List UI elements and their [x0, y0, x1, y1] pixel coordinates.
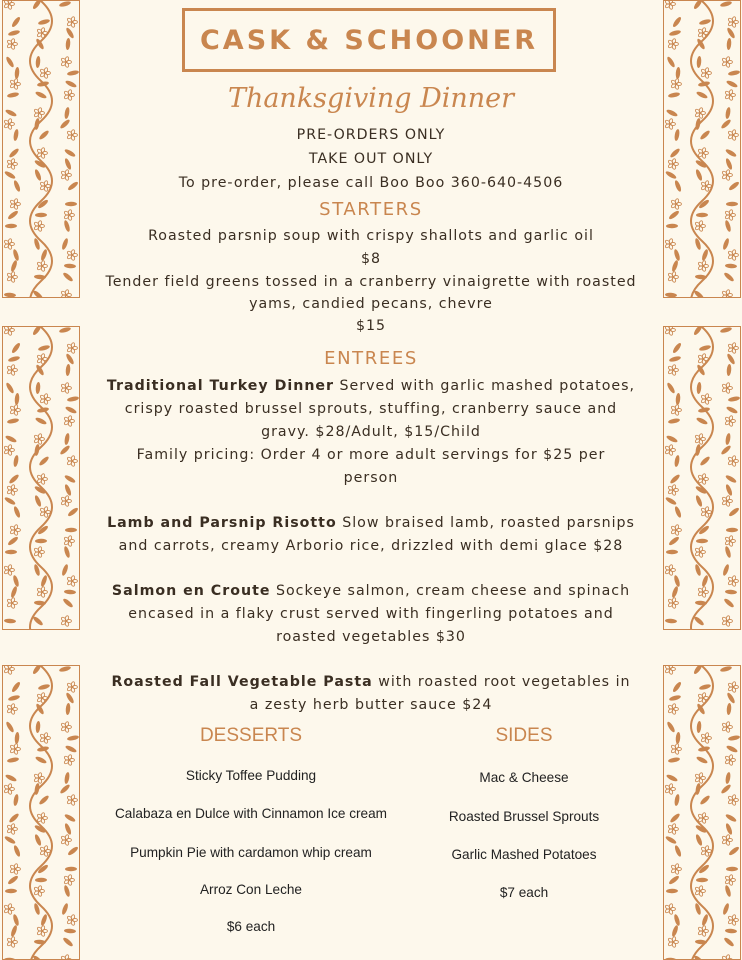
entree-turkey-family1: Family pricing: Order 4 or more adult servings for $25 per: [136, 447, 606, 463]
floral-border-right-middle: [663, 326, 741, 630]
dessert-item-3: Pumpkin Pie with cardamon whip cream: [130, 845, 372, 860]
entree-pasta-name: Roasted Fall Vegetable Pasta: [111, 674, 373, 690]
entree-pasta-desc: with roasted root vegetables in: [372, 674, 631, 690]
floral-border-left-top: [2, 0, 80, 298]
starters-heading: STARTERS: [319, 199, 423, 220]
menu-title: Thanksgiving Dinner: [227, 83, 515, 114]
entrees-heading: ENTREES: [324, 348, 418, 369]
side-price: $7 each: [499, 885, 549, 900]
entree-turkey-line2: crispy roasted brussel sprouts, stuffing, cranberry sauce and: [124, 401, 618, 417]
entree-turkey-family2: person: [343, 470, 399, 486]
note-phone: To pre-order, please call Boo Boo 360-640-4506: [178, 175, 564, 191]
entree-turkey-name: Traditional Turkey Dinner: [106, 378, 335, 394]
desserts-heading: DESSERTS: [199, 725, 303, 746]
entree-salmon-line2: encased in a flaky crust served with fingerling potatoes and: [128, 606, 614, 622]
entree-turkey-line3: gravy. $28/Adult, $15/Child: [261, 424, 481, 440]
entree-salmon-name: Salmon en Croute: [111, 583, 271, 599]
dessert-item-4: Arroz Con Leche: [199, 882, 302, 897]
floral-border-left-bottom: [2, 665, 80, 960]
side-item-2: Roasted Brussel Sprouts: [448, 809, 600, 824]
side-item-1: Mac & Cheese: [479, 770, 569, 785]
starter-soup: Roasted parsnip soup with crispy shallots and garlic oil: [148, 228, 594, 244]
side-item-3: Garlic Mashed Potatoes: [451, 847, 597, 862]
dessert-price: $6 each: [226, 919, 276, 934]
floral-border-left-middle: [2, 326, 80, 630]
dessert-item-1: Sticky Toffee Pudding: [185, 768, 317, 783]
note-takeout: TAKE OUT ONLY: [308, 151, 434, 167]
entree-pasta-line2: a zesty herb butter sauce $24: [249, 697, 493, 713]
logo-text: CASK & SCHOONER: [199, 24, 539, 56]
entree-salmon-desc: Sockeye salmon, cream cheese and spinach: [270, 583, 631, 599]
starter-greens-price: $15: [355, 318, 387, 334]
floral-border-right-top: [663, 0, 741, 298]
entree-turkey-desc: Served with garlic mashed potatoes,: [334, 378, 636, 394]
note-preorder: PRE-ORDERS ONLY: [296, 127, 446, 143]
entree-lamb-line2: and carrots, creamy Arborio rice, drizzled with demi glace $28: [118, 538, 624, 554]
entree-salmon-line3: roasted vegetables $30: [276, 629, 466, 645]
entree-lamb-line1: [96, 512, 646, 535]
sides-heading: SIDES: [495, 725, 553, 746]
starter-greens-line1: Tender field greens tossed in a cranberry vinaigrette with roasted: [105, 274, 637, 290]
entree-turkey-line1: [96, 375, 646, 398]
entree-lamb-name: Lamb and Parsnip Risotto: [107, 515, 337, 531]
floral-border-right-bottom: [663, 665, 741, 960]
starter-soup-price: $8: [360, 251, 382, 267]
entree-salmon-line1: [96, 580, 646, 603]
dessert-item-2: Calabaza en Dulce with Cinnamon Ice cream: [114, 806, 387, 821]
entree-lamb-desc: Slow braised lamb, roasted parsnips: [336, 515, 635, 531]
entree-pasta-line1: [96, 671, 646, 694]
logo-box: [182, 8, 556, 72]
starter-greens-line2: yams, candied pecans, chevre: [249, 296, 493, 312]
